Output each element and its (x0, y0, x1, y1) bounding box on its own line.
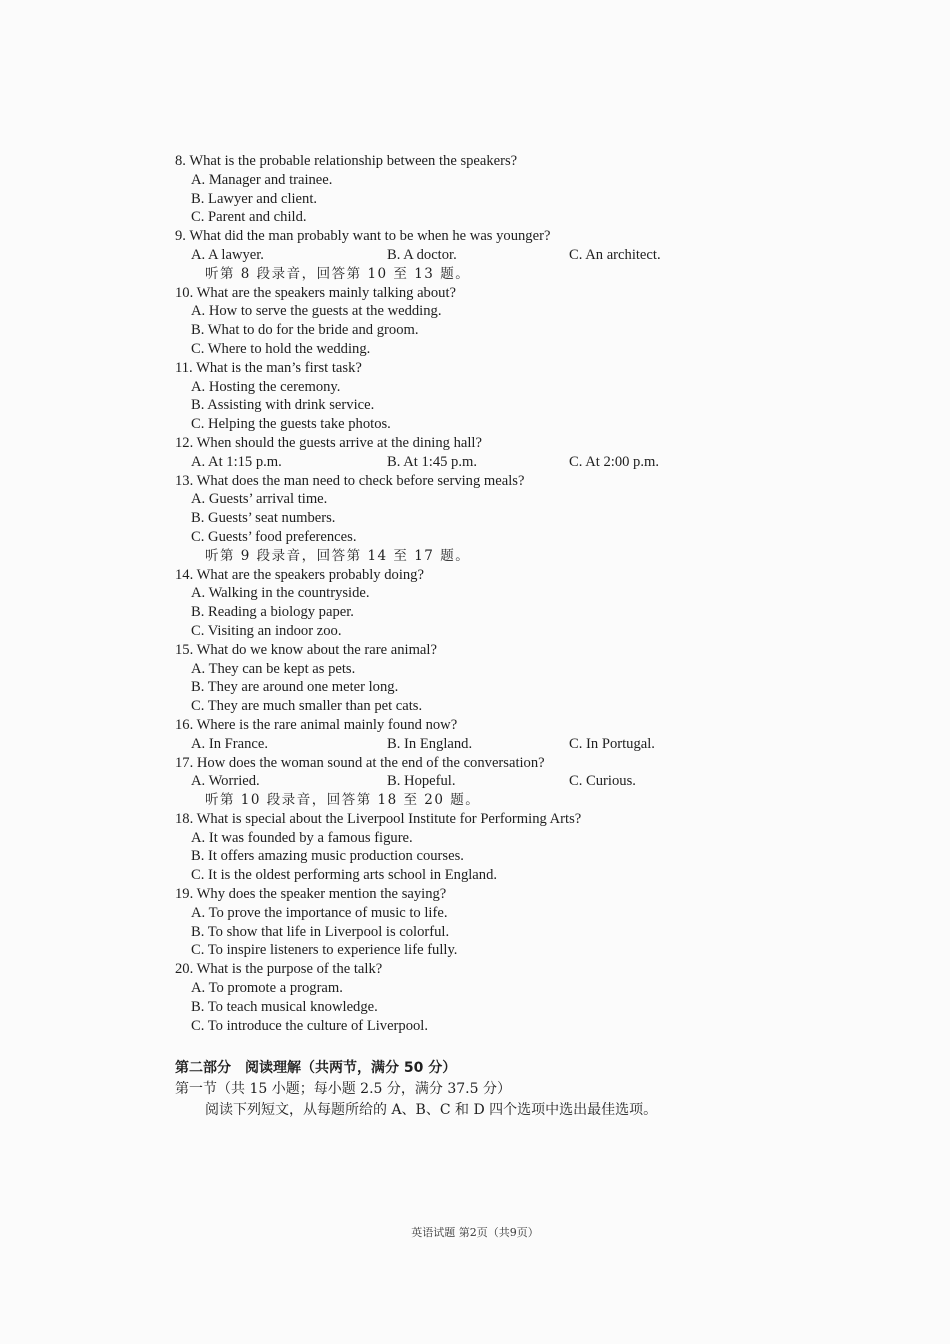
answer-option: C. In Portugal. (569, 735, 655, 752)
question-stem: 16. Where is the rare animal mainly found now? (175, 716, 458, 733)
answer-option: B. Hopeful. (387, 773, 456, 790)
answer-option: A. It was founded by a famous figure. (191, 829, 413, 846)
answer-option: B. To teach musical knowledge. (191, 998, 378, 1015)
answer-option: C. Guests’ food preferences. (191, 528, 357, 545)
answer-option: B. What to do for the bride and groom. (191, 322, 419, 339)
answer-option: A. A lawyer. (191, 246, 264, 263)
answer-option: C. Visiting an indoor zoo. (191, 622, 342, 639)
listening-section-note: 听第 10 段录音，回答第 18 至 20 题。 (205, 792, 481, 809)
question-stem: 9. What did the man probably want to be when he was younger? (175, 228, 551, 245)
question-stem: 15. What do we know about the rare animal? (175, 641, 437, 658)
question-stem: 10. What are the speakers mainly talking about? (175, 284, 456, 301)
answer-option: A. Guests’ arrival time. (191, 491, 328, 508)
question-list (175, 152, 735, 1121)
answer-option: A. Manager and trainee. (191, 171, 333, 188)
answer-option: B. It offers amazing music production courses. (191, 848, 464, 865)
page-footer: 英语试题 第2页（共9页） (411, 1226, 539, 1239)
answer-option: A. To prove the importance of music to life. (191, 904, 448, 921)
answer-option: A. In France. (191, 735, 268, 752)
answer-option: C. Curious. (569, 773, 636, 790)
section-one-title: 第一节（共 15 小题；每小题 2.5 分，满分 37.5 分） (175, 1081, 511, 1098)
answer-option: C. Helping the guests take photos. (191, 416, 391, 433)
answer-option: B. Assisting with drink service. (191, 397, 375, 414)
answer-option: B. In England. (387, 735, 473, 752)
reading-instruction: 阅读下列短文，从每题所给的 A、B、C 和 D 四个选项中选出最佳选项。 (205, 1102, 658, 1119)
answer-option: C. An architect. (569, 246, 661, 263)
question-stem: 12. When should the guests arrive at the dining hall? (175, 434, 482, 451)
answer-option: A. How to serve the guests at the wedding. (191, 303, 442, 320)
answer-option: C. They are much smaller than pet cats. (191, 698, 423, 715)
answer-option: A. Hosting the ceremony. (191, 378, 341, 395)
answer-option: C. At 2:00 p.m. (569, 453, 660, 470)
answer-option: B. Guests’ seat numbers. (191, 510, 336, 527)
answer-option: C. Parent and child. (191, 209, 307, 226)
answer-option: A. At 1:15 p.m. (191, 453, 282, 470)
option-row (175, 453, 735, 472)
answer-option: B. They are around one meter long. (191, 679, 399, 696)
question-stem: 20. What is the purpose of the talk? (175, 961, 383, 978)
answer-option: C. To introduce the culture of Liverpool. (191, 1017, 429, 1034)
option-row (175, 246, 735, 265)
question-stem: 18. What is special about the Liverpool Institute for Performing Arts? (175, 810, 582, 827)
answer-option: B. At 1:45 p.m. (387, 453, 478, 470)
question-stem: 17. How does the woman sound at the end of the conversation? (175, 754, 545, 771)
answer-option: C. To inspire listeners to experience life fully. (191, 942, 458, 959)
answer-option: B. Lawyer and client. (191, 190, 318, 207)
listening-section-note: 听第 8 段录音，回答第 10 至 13 题。 (205, 265, 471, 282)
option-row (175, 735, 735, 754)
answer-option: C. It is the oldest performing arts school in England. (191, 867, 498, 884)
question-stem: 19. Why does the speaker mention the saying? (175, 886, 447, 903)
question-stem: 8. What is the probable relationship between the speakers? (175, 153, 518, 169)
option-row (175, 772, 735, 791)
answer-option: C. Where to hold the wedding. (191, 340, 371, 357)
answer-option: A. To promote a program. (191, 980, 343, 997)
question-stem: 14. What are the speakers probably doing? (175, 566, 424, 583)
answer-option: B. Reading a biology paper. (191, 604, 354, 621)
answer-option: A. Walking in the countryside. (191, 585, 370, 602)
answer-option: A. They can be kept as pets. (191, 660, 356, 677)
question-stem: 11. What is the man’s first task? (175, 359, 362, 376)
part-two-title: 第二部分 阅读理解（共两节，满分 50 分） (175, 1060, 457, 1077)
listening-section-note: 听第 9 段录音，回答第 14 至 17 题。 (205, 547, 471, 564)
answer-option: B. A doctor. (387, 246, 457, 263)
question-stem: 13. What does the man need to check before serving meals? (175, 472, 525, 489)
answer-option: B. To show that life in Liverpool is colorful. (191, 923, 450, 940)
answer-option: A. Worried. (191, 773, 260, 790)
